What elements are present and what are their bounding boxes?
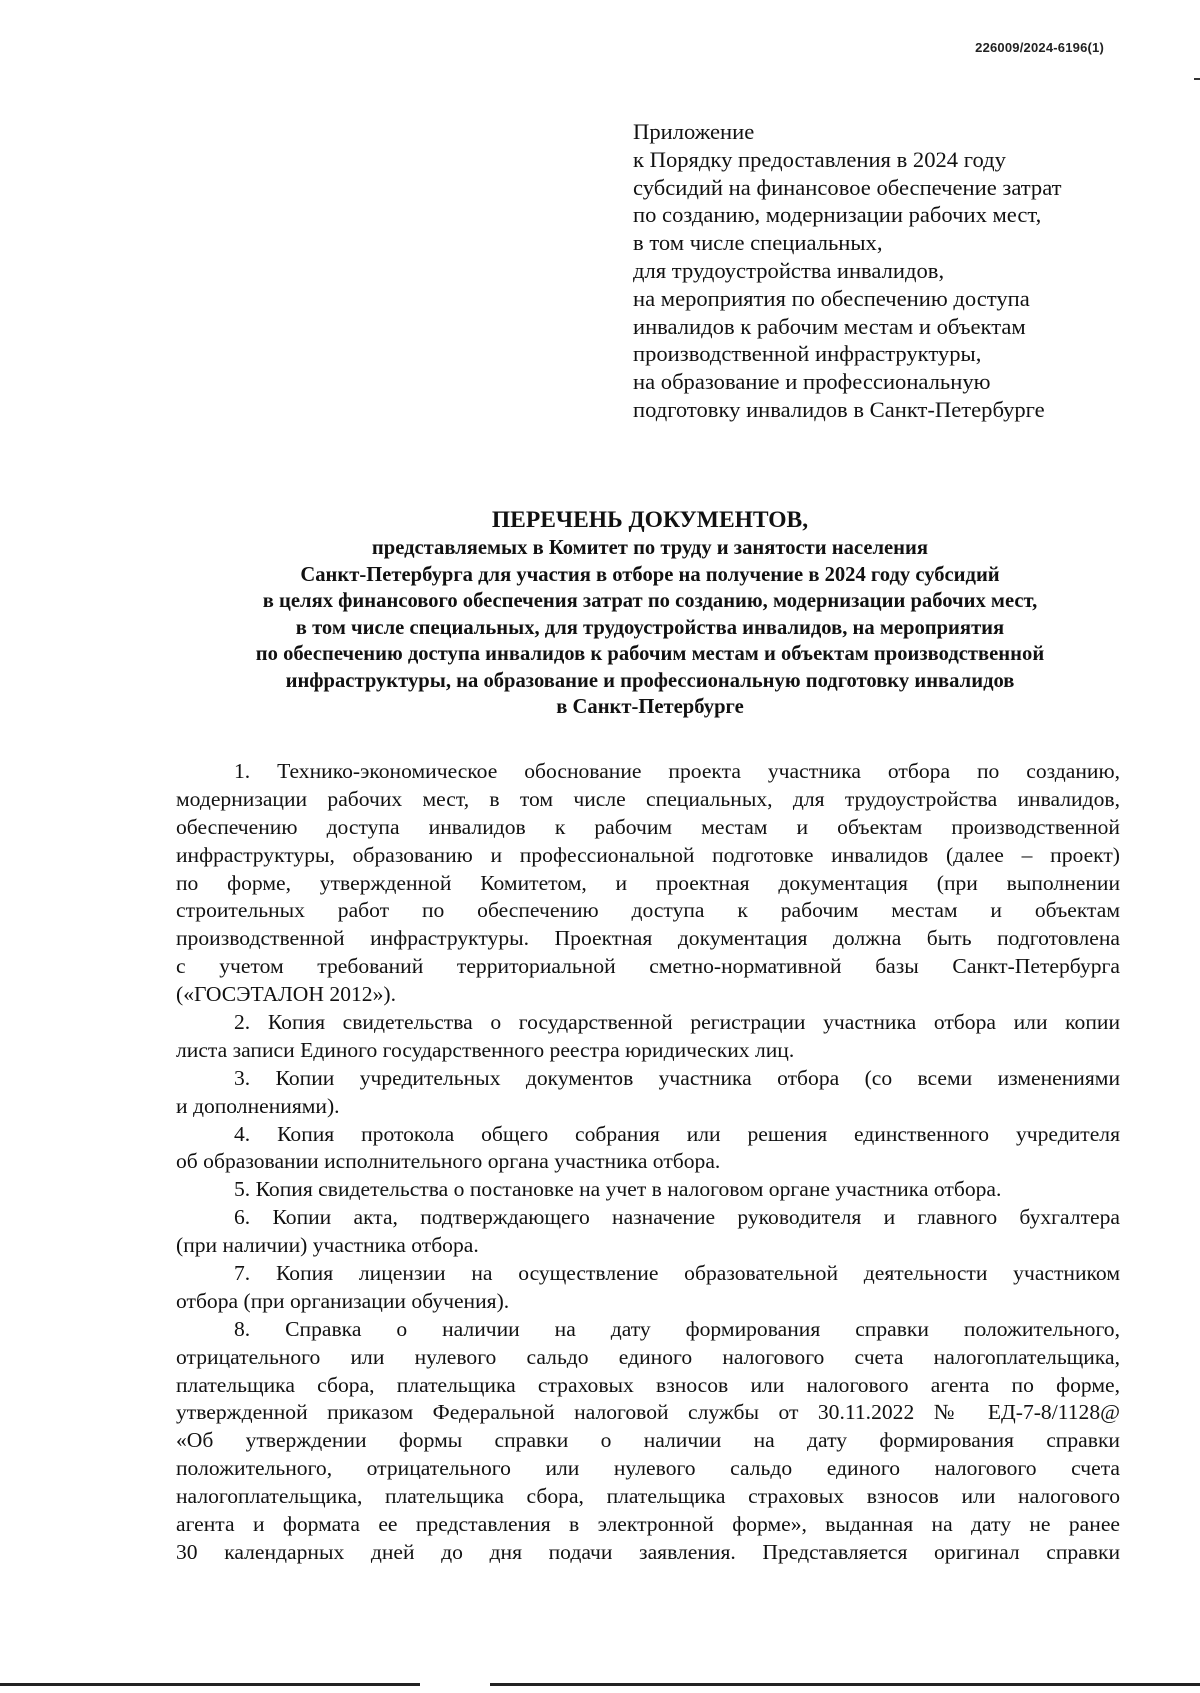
appendix-line: на мероприятия по обеспечению доступа	[633, 285, 1030, 311]
scan-bottom-edge-gap	[420, 1683, 490, 1686]
body-line: производственной инфраструктуры. Проектная документация должна быть подготовлена	[176, 926, 1120, 951]
appendix-line: производственной инфраструктуры,	[633, 341, 982, 367]
title-subline: в том числе специальных, для трудоустройства инвалидов, на мероприятия	[295, 616, 1005, 639]
body-line: положительного, отрицательного или нулевого сальдо единого налогового счета	[176, 1456, 1120, 1481]
title-subline: инфраструктуры, на образование и профессиональную подготовку инвалидов	[285, 669, 1015, 692]
title-subline: в целях финансового обеспечения затрат по созданию, модернизации рабочих мест,	[262, 590, 1038, 612]
appendix-line: на образование и профессиональную	[633, 369, 991, 395]
body-line: по форме, утвержденной Комитетом, и проектная документация (при выполнении	[176, 870, 1120, 895]
body-line: плательщика сбора, плательщика страховых взносов или налогового агента по форме,	[176, 1372, 1120, 1397]
body-line: отрицательного или нулевого сальдо единого налогового счета налогоплательщика,	[176, 1344, 1120, 1369]
appendix-block	[633, 118, 1103, 424]
document-body	[176, 758, 1120, 1567]
appendix-line: для трудоустройства инвалидов,	[633, 257, 945, 283]
body-line: 1. Технико-экономическое обоснование проекта участника отбора по созданию,	[234, 759, 1120, 783]
body-line: (при наличии) участника отбора.	[176, 1233, 479, 1258]
title-subline: представляемых в Комитет по труду и занятости населения	[371, 537, 929, 559]
body-line: 4. Копия протокола общего собрания или решения единственного учредителя	[234, 1121, 1120, 1146]
body-line: 8. Справка о наличии на дату формирования справки положительного,	[234, 1316, 1120, 1341]
document-title-block	[120, 505, 1180, 721]
body-line: утвержденной приказом Федеральной налоговой службы от 30.11.2022 № ЕД-7-8/1128@	[176, 1400, 1120, 1425]
body-line: обеспечению доступа инвалидов к рабочим местам и объектам производственной	[176, 814, 1120, 839]
body-line: модернизации рабочих мест, в том числе специальных, для трудоустройства инвалидов,	[176, 786, 1120, 811]
body-line: налогоплательщика, плательщика сбора, плательщика страховых взносов или налогового	[176, 1484, 1120, 1509]
body-line: 5. Копия свидетельства о постановке на учет в налоговом органе участника отбора.	[234, 1177, 1002, 1202]
body-line: «Об утверждении формы справки о наличии на дату формирования справки	[176, 1428, 1120, 1453]
appendix-line: в том числе специальных,	[633, 230, 883, 256]
body-line: 2. Копия свидетельства о государственной регистрации участника отбора или копии	[234, 1010, 1120, 1035]
title-subline: Санкт-Петербурга для участия в отборе на получение в 2024 году субсидий	[300, 563, 1000, 586]
body-line: («ГОСЭТАЛОН 2012»).	[176, 982, 396, 1007]
appendix-line: к Порядку предоставления в 2024 году	[633, 146, 1006, 172]
appendix-line: субсидий на финансовое обеспечение затрат	[633, 174, 1062, 200]
title-subline: по обеспечению доступа инвалидов к рабочим местам и объектам производственной	[255, 643, 1045, 665]
scan-bottom-edge	[0, 1683, 1200, 1686]
title-subline: в Санкт-Петербурге	[556, 696, 744, 718]
appendix-line: Приложение	[633, 119, 755, 144]
body-line: инфраструктуры, образованию и профессиональной подготовке инвалидов (далее – проект)	[176, 842, 1120, 867]
body-line: 7. Копия лицензии на осуществление образовательной деятельности участником	[234, 1261, 1120, 1286]
appendix-line: подготовку инвалидов в Санкт-Петербурге	[633, 396, 1045, 422]
body-line: об образовании исполнительного органа участника отбора.	[176, 1149, 721, 1174]
scan-edge-mark	[1194, 78, 1200, 80]
body-line: 30 календарных дней до дня подачи заявления. Представляется оригинал справки	[176, 1539, 1120, 1564]
body-line: и дополнениями).	[176, 1093, 340, 1118]
body-line: 6. Копии акта, подтверждающего назначение руководителя и главного бухгалтера	[234, 1205, 1120, 1230]
appendix-line: инвалидов к рабочим местам и объектам	[633, 313, 1026, 339]
appendix-line: по созданию, модернизации рабочих мест,	[633, 202, 1042, 228]
body-line: листа записи Единого государственного реестра юридических лиц.	[176, 1037, 795, 1062]
body-line: с учетом требований территориальной сметно-нормативной базы Санкт-Петербурга	[176, 954, 1120, 979]
body-line: агента и формата ее представления в электронной форме», выданная на дату не ранее	[176, 1512, 1120, 1537]
document-title: ПЕРЕЧЕНЬ ДОКУМЕНТОВ,	[491, 507, 809, 533]
document-number: 226009/2024-6196(1)	[975, 40, 1104, 55]
body-line: отбора (при организации обучения).	[176, 1288, 510, 1313]
body-line: 3. Копии учредительных документов участника отбора (со всеми изменениями	[234, 1065, 1120, 1090]
body-line: строительных работ по обеспечению доступа к рабочим местам и объектам	[176, 898, 1120, 923]
